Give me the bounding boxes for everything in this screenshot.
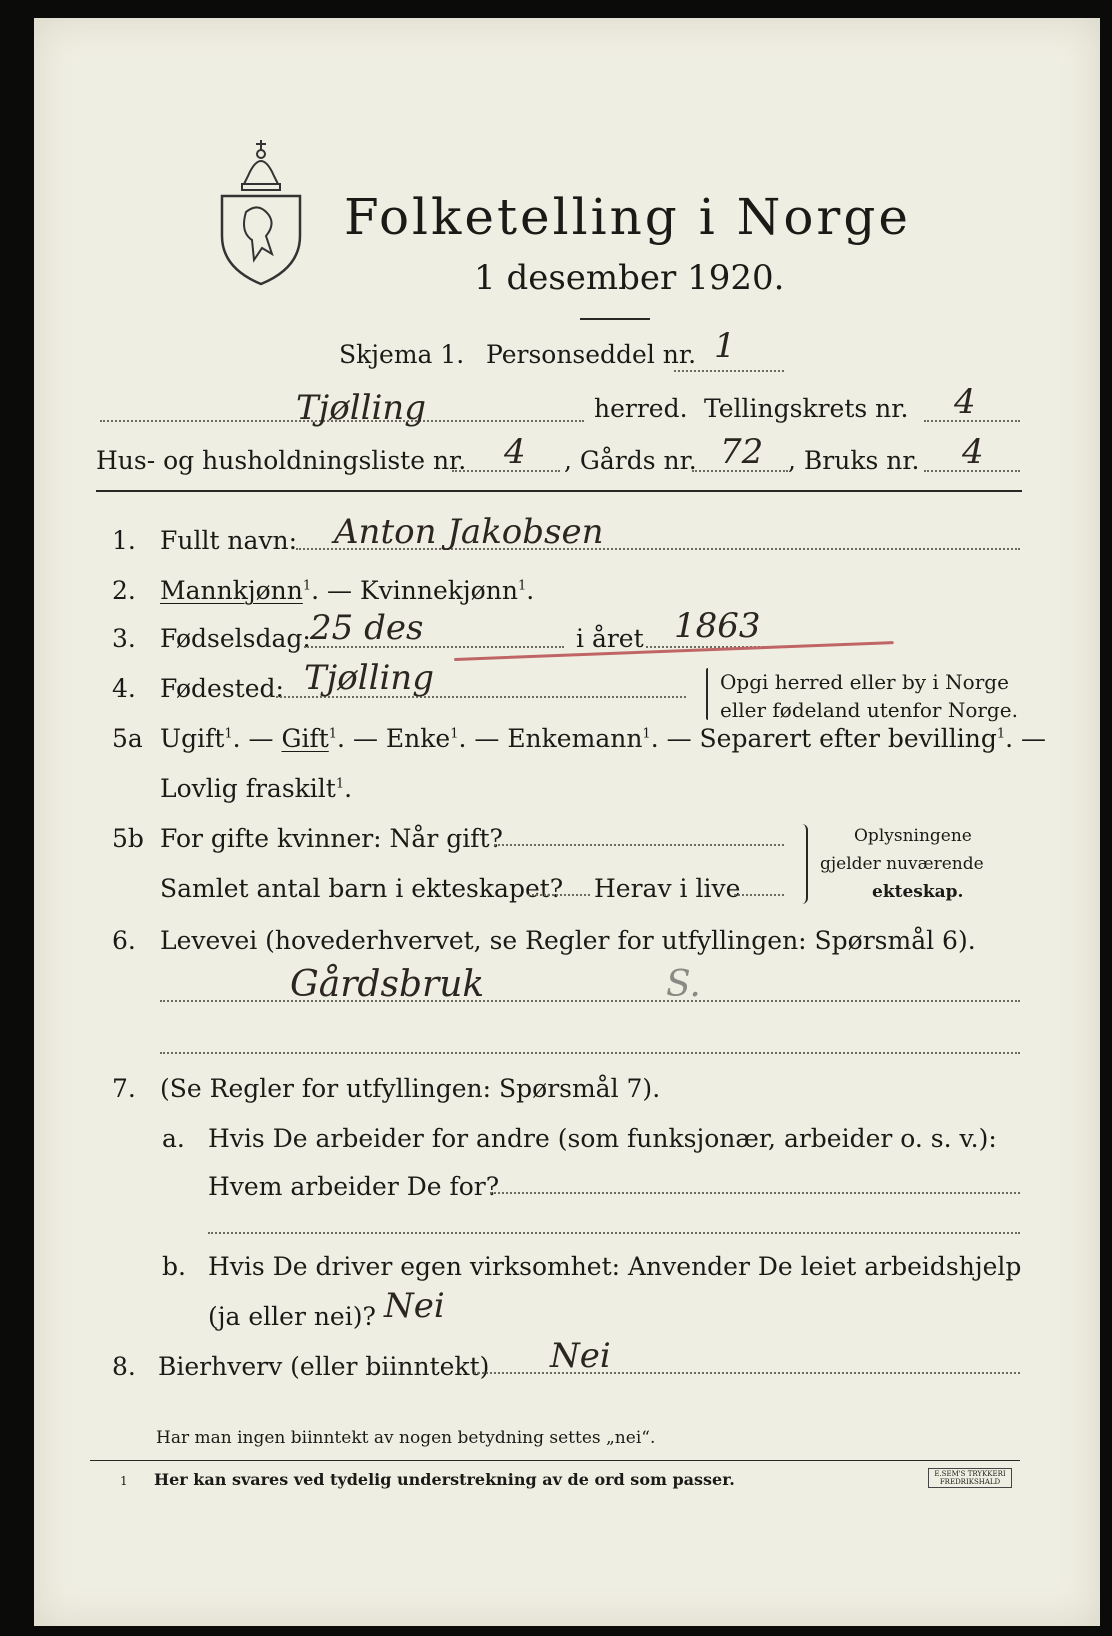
q5a-gift-underlined: Gift [281,724,329,753]
hus-value: 4 [504,432,526,472]
herred-label: herred. [594,394,688,423]
q5b-number: 5b [112,824,144,853]
q1-value: Anton Jakobsen [334,512,604,552]
q2-male-underlined: Mannkjønn [160,576,303,605]
q5b-label: For gifte kvinner: Når gift? [160,824,503,853]
q7a-letter: a. [162,1124,185,1153]
title-divider [580,318,650,320]
q7-label: (Se Regler for utfyllingen: Spørsmål 7). [160,1074,661,1103]
q5b-children-label: Samlet antal barn i ekteskapet? [160,874,564,903]
tellingskrets-label: Tellingskrets nr. [704,394,909,423]
gards-label: , Gårds nr. [564,446,697,475]
coat-of-arms-icon [218,136,304,286]
q4-note-line1: Opgi herred eller by i Norge [720,670,1009,694]
q7a-who-label: Hvem arbeider De for? [208,1172,500,1201]
q8-value: Nei [550,1336,611,1376]
bruks-value: 4 [962,432,984,472]
q3-year-label: i året [576,624,644,653]
footnote-text: Her kan svares ved tydelig understrekning av de ord som passer. [154,1470,735,1489]
q1-number: 1. [112,526,136,555]
q6-pencil-mark: S. [666,964,701,1005]
q6-label: Levevei (hovederhvervet, se Regler for utfyllingen: Spørsmål 6). [160,926,976,955]
gards-value: 72 [720,432,764,472]
printer-stamp: E.SEM'S TRYKKERI FREDRIKSHALD [928,1468,1012,1488]
form-title: Folketelling i Norge [344,188,911,246]
q3-value: 25 des [310,608,424,648]
header-rule [96,490,1022,492]
q2-options: Mannkjønn$^1$. — Kvinnekjønn$^1$. [160,576,535,605]
q4-label: Fødested: [160,674,284,703]
q4-number: 4. [112,674,136,703]
census-date: 1 desember 1920. [474,258,785,298]
q7a-text: Hvis De arbeider for andre (som funksjonær, arbeider o. s. v.): [208,1124,997,1153]
q7b-value: Nei [384,1286,445,1326]
q6-value: Gårdsbruk [290,964,485,1005]
q5a-number: 5a [112,724,143,753]
q5b-alive-label: Herav i live [594,874,741,903]
schema-label: Skjema 1. [339,340,465,369]
q5b-note-line2: gjelder nuværende [820,854,984,874]
q1-label: Fullt navn: [160,526,298,555]
q4-note-line2: eller fødeland utenfor Norge. [720,698,1018,722]
herred-value: Tjølling [296,388,426,428]
q5b-note-line3: ekteskap. [872,882,964,902]
q6-number: 6. [112,926,136,955]
tellingskrets-value: 4 [954,382,976,422]
q3-label: Fødselsdag: [160,624,311,653]
q7b-letter: b. [162,1252,186,1281]
personseddel-value: 1 [714,326,736,366]
personseddel-label: Personseddel nr. [486,340,697,369]
q4-value: Tjølling [304,658,434,698]
footnote-marker: 1 [120,1474,128,1488]
q5b-note-line1: Oplysningene [854,826,972,846]
census-form-page [34,18,1100,1626]
q2-number: 2. [112,576,136,605]
bruks-label: , Bruks nr. [788,446,920,475]
q7-number: 7. [112,1074,136,1103]
hus-label: Hus- og husholdningsliste nr. [96,446,467,475]
q7b-question: (ja eller nei)? [208,1302,376,1331]
q7b-text: Hvis De driver egen virksomhet: Anvender De leiet arbeidshjelp [208,1252,1022,1281]
footnote-rule [90,1460,1020,1461]
q8-label: Bierhverv (eller biinntekt) [158,1352,490,1381]
biinntekt-note: Har man ingen biinntekt av nogen betydning settes „nei“. [156,1428,656,1448]
q8-number: 8. [112,1352,136,1381]
q5a-options: Ugift$^1$. — Gift$^1$. — Enke$^1$. — Enkemann$^1$. — Separert efter bevilling$^1$. — [160,724,1047,753]
q5a-line2: Lovlig fraskilt$^1$. [160,774,353,803]
q3-number: 3. [112,624,136,653]
q3-year-value: 1863 [674,606,761,646]
